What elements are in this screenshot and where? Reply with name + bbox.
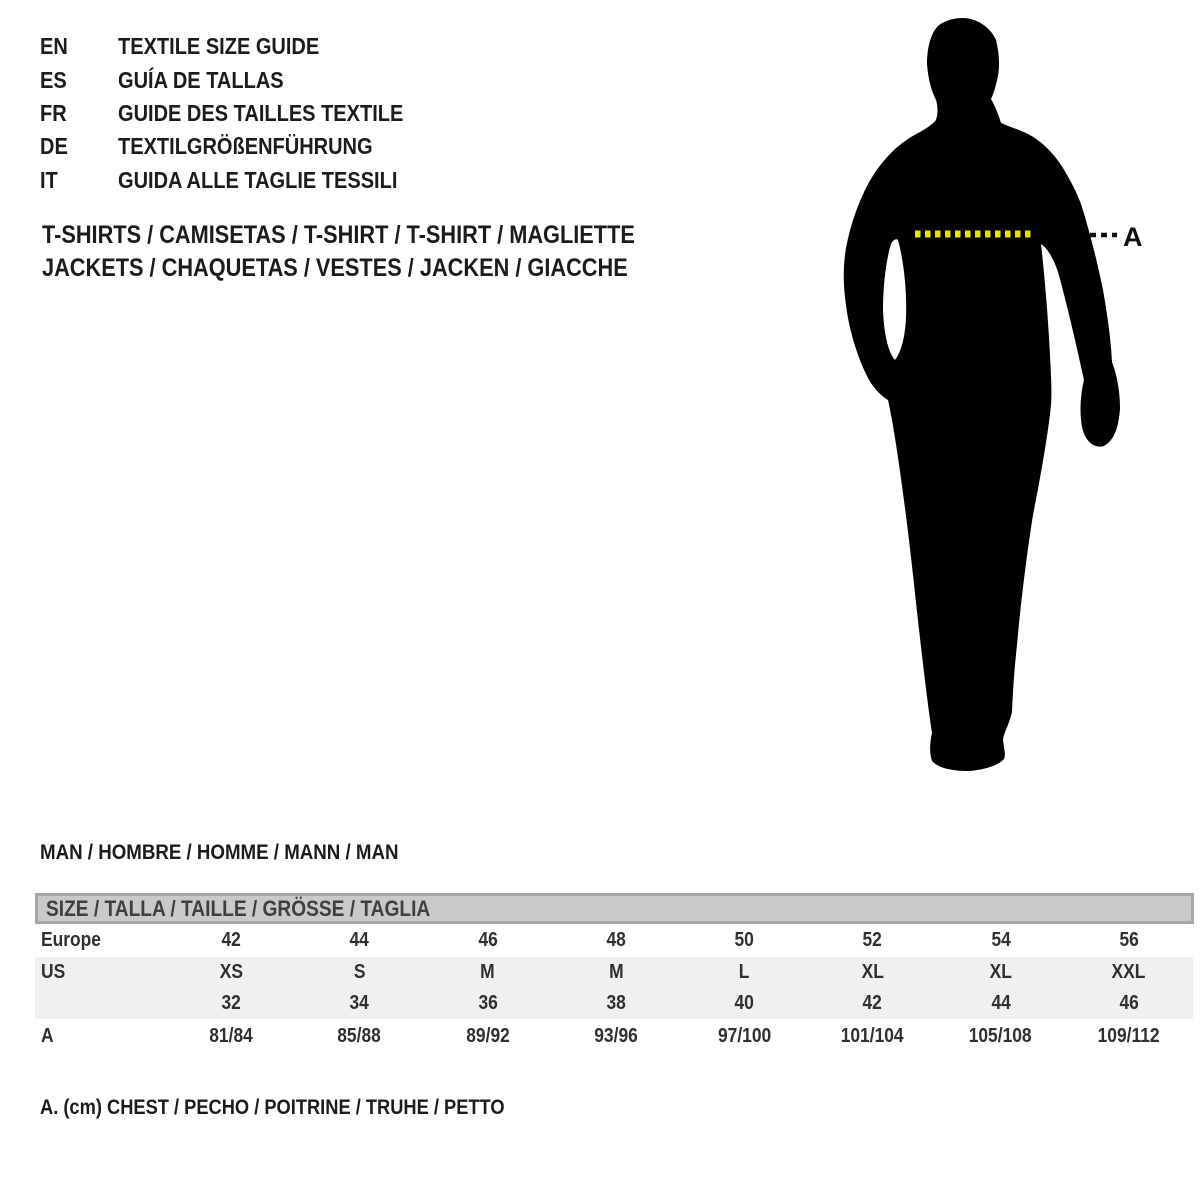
language-label: GUÍA DE TALLAS	[118, 66, 284, 93]
man-section-heading: MAN / HOMBRE / HOMME / MANN / MAN	[40, 840, 399, 864]
table-cell: 81/84	[209, 1024, 253, 1047]
category-line-jackets: JACKETS / CHAQUETAS / VESTES / JACKEN / GIACCHE	[42, 254, 628, 282]
size-table	[35, 893, 1193, 1053]
table-cell: 89/92	[465, 1024, 510, 1047]
table-cell: 105/108	[969, 1024, 1033, 1047]
table-cell: 38	[606, 992, 626, 1014]
table-cell: 56	[1119, 929, 1139, 951]
language-code: ES	[40, 66, 67, 93]
garment-categories	[42, 219, 723, 285]
table-cell: 109/112	[1097, 1024, 1160, 1047]
table-cell: 42	[862, 992, 883, 1014]
table-cell: 50	[734, 929, 754, 951]
table-cell: XL	[989, 961, 1012, 983]
table-cell: XS	[219, 961, 243, 983]
language-code: IT	[40, 166, 58, 193]
size-table-header-bar	[35, 893, 1194, 924]
table-cell: M	[608, 961, 624, 983]
language-label: GUIDA ALLE TAGLIE TESSILI	[118, 166, 398, 193]
table-cell: 48	[606, 929, 626, 951]
table-row-europe	[35, 924, 1193, 957]
row-label: Europe	[41, 929, 101, 951]
man-figure-svg	[820, 0, 1160, 800]
table-cell: 101/104	[840, 1024, 904, 1047]
table-cell: L	[738, 961, 750, 983]
language-label: TEXTILGRÖßENFÜHRUNG	[118, 133, 373, 160]
language-code: FR	[40, 99, 67, 126]
table-cell: 34	[349, 992, 370, 1014]
table-cell: M	[480, 961, 495, 983]
table-cell: 32	[221, 992, 241, 1014]
language-label: GUIDE DES TAILLES TEXTILE	[118, 99, 404, 126]
language-row-es	[40, 63, 446, 96]
language-row-it	[40, 164, 446, 197]
table-cell: 93/96	[594, 1024, 638, 1047]
table-cell: 54	[990, 929, 1011, 951]
table-cell: 36	[477, 992, 498, 1014]
row-label: US	[41, 961, 66, 983]
table-cell: S	[353, 961, 366, 983]
row-label: A	[41, 1024, 54, 1047]
table-cell: 44	[349, 929, 370, 951]
table-cell: 42	[221, 929, 241, 951]
table-cell: XXL	[1111, 961, 1146, 983]
table-cell: XL	[861, 961, 884, 983]
table-cell: 97/100	[717, 1024, 771, 1047]
table-cell: 46	[477, 929, 498, 951]
measure-label-a: A	[1123, 222, 1143, 252]
table-cell: 46	[1119, 992, 1139, 1014]
language-row-de	[40, 130, 446, 163]
language-label: TEXTILE SIZE GUIDE	[118, 33, 320, 60]
language-row-en	[40, 30, 446, 63]
table-cell: 44	[990, 992, 1011, 1014]
language-title-list	[40, 30, 446, 197]
size-table-header-label: SIZE / TALLA / TAILLE / GRÖSSE / TAGLIA	[46, 895, 431, 921]
table-row-numeric	[35, 988, 1193, 1019]
language-code: EN	[40, 33, 68, 60]
category-line-tshirts: T-SHIRTS / CAMISETAS / T-SHIRT / T-SHIRT / MAGLIETTE	[42, 221, 635, 249]
table-row-chest-cm	[35, 1019, 1193, 1053]
table-row-us	[35, 957, 1193, 988]
language-code: DE	[40, 133, 68, 160]
language-row-fr	[40, 97, 446, 130]
footnote-chest-measure: A. (cm) CHEST / PECHO / POITRINE / TRUHE / PETTO	[40, 1096, 505, 1119]
table-cell: 40	[734, 992, 754, 1014]
table-cell: 85/88	[337, 1024, 382, 1047]
figure-area	[820, 0, 1160, 800]
table-cell: 52	[862, 929, 883, 951]
man-silhouette	[844, 18, 1120, 771]
